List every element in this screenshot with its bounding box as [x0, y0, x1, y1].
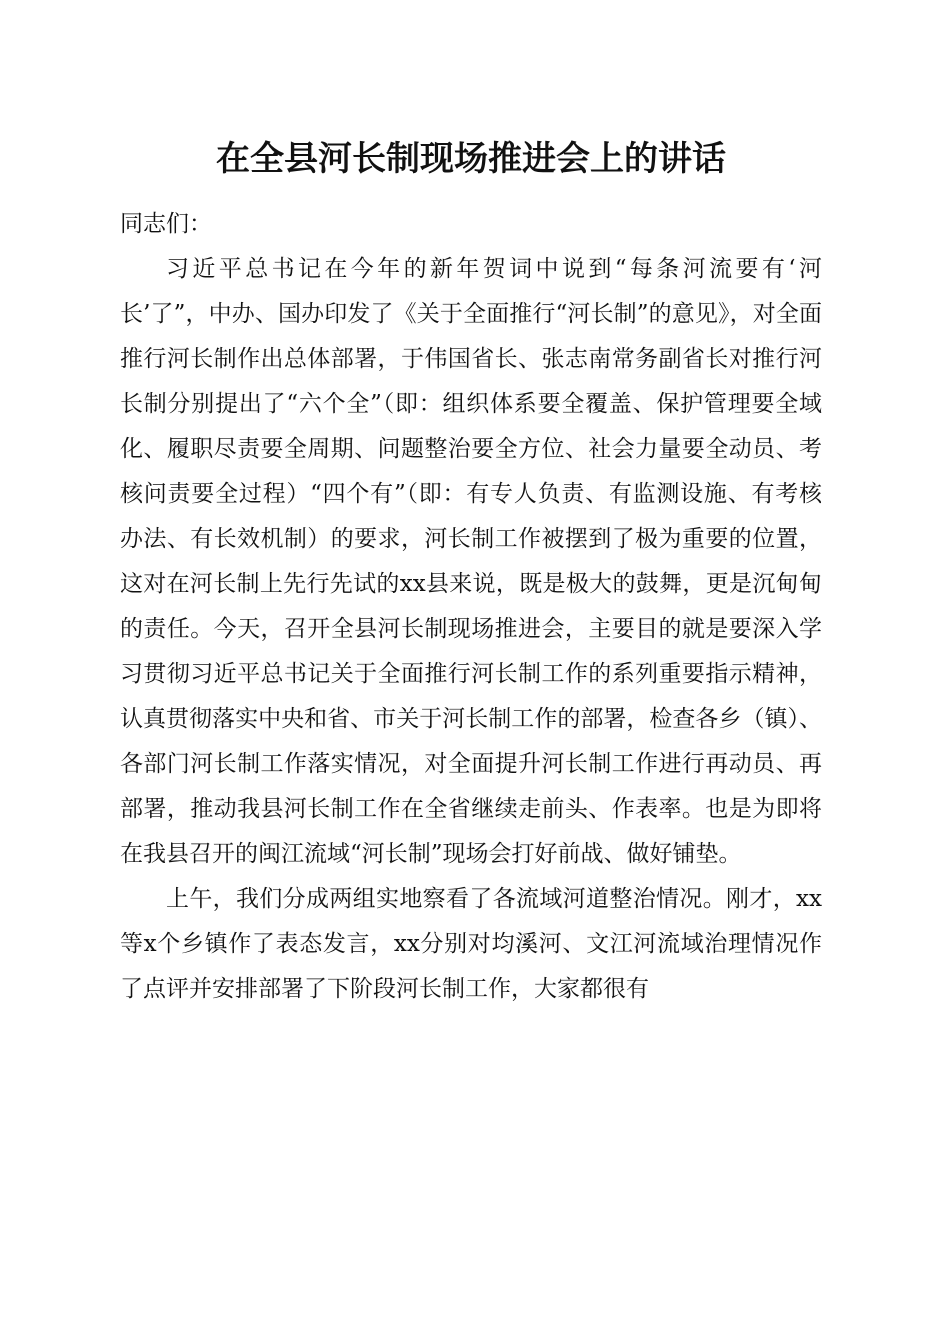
document-body [120, 202, 822, 1012]
paragraph-2: 上午，我们分成两组实地察看了各流域河道整治情况。刚才，xx等x个乡镇作了表态发言，xx分别对均溪河、文江河流域治理情况作了点评并安排部署了下阶段河长制工作，大家都很有 [120, 886, 822, 1002]
document-title: 在全县河长制现场推进会上的讲话 [216, 139, 726, 179]
salutation: 同志们： [120, 211, 212, 237]
paragraph-1: 习近平总书记在今年的新年贺词中说到“每条河流要有‘河长’了”，中办、国办印发了《关于全面推行“河长制”的意见》，对全面推行河长制作出总体部署，于伟国省长、张志南常务副省长对推行河长制分别提出了“六个全”（即：组织体系要全覆盖、保护管理要全域化、履职尽责要全周期、问题整治要全方位、社会力量要全动员、考核问责要全过程）“四个有”（即：有专人负责、有监测设施、有考核办法、有长效机制）的要求，河长制工作被摆到了极为重要的位置，这对在河长制上先行先试的xx县来说，既是极大的鼓舞，更是沉甸甸的责任。今天，召开全县河长制现场推进会，主要目的就是要深入学习贯彻习近平总书记关于全面推行河长制工作的系列重要指示精神，认真贯彻落实中央和省、市关于河长制工作的部署，检查各乡（镇）、各部门河长制工作落实情况，对全面提升河长制工作进行再动员、再部署，推动我县河长制工作在全省继续走前头、作表率。也是为即将在我县召开的闽江流域“河长制”现场会打好前战、做好铺垫。 [120, 256, 822, 867]
